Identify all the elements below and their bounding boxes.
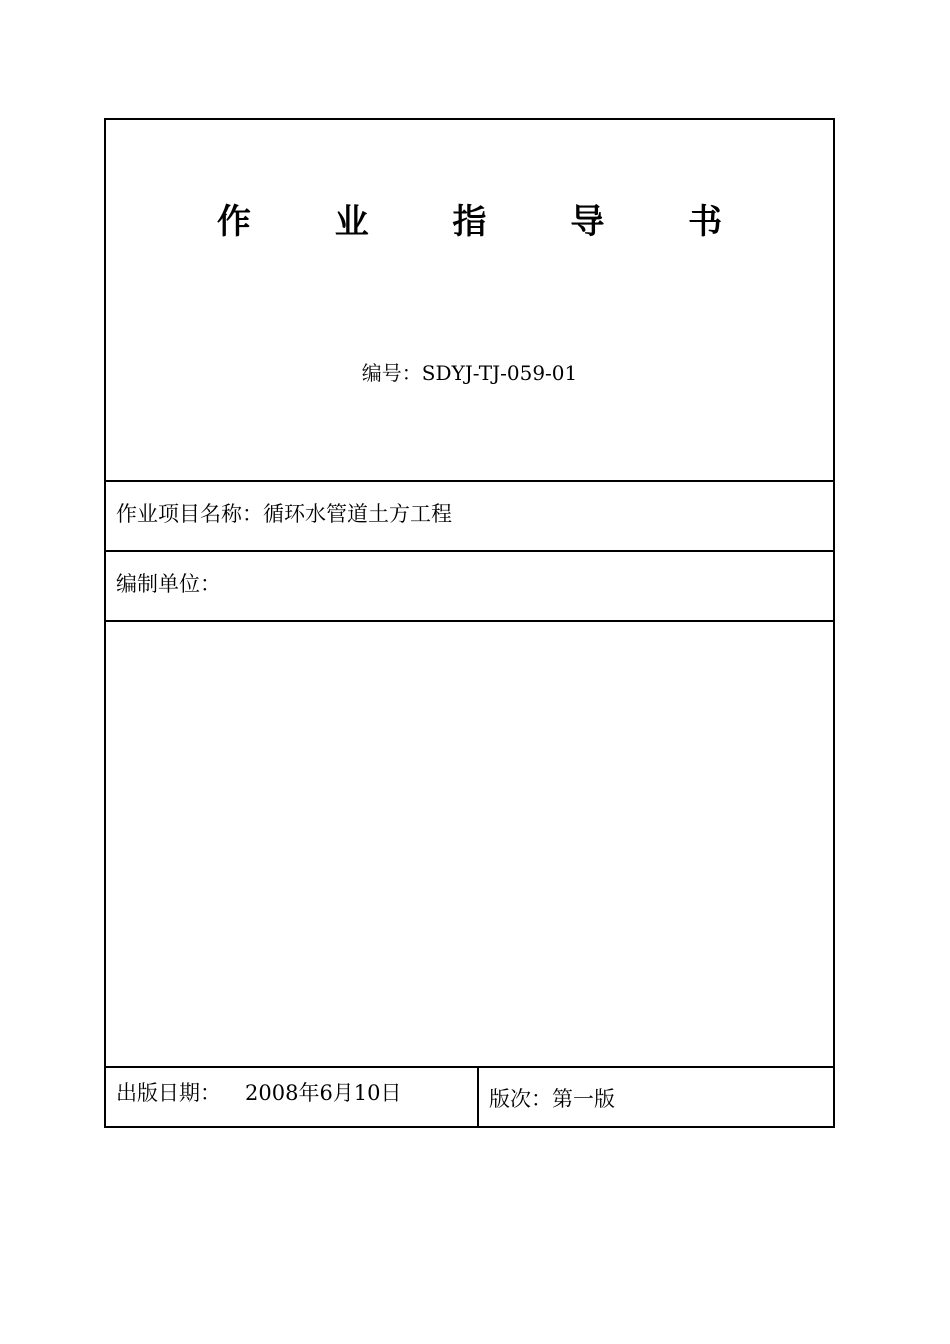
project-name-row <box>106 482 833 552</box>
blank-content-area <box>106 622 833 1068</box>
footer-row <box>106 1068 833 1126</box>
publish-date-cell <box>106 1068 479 1126</box>
project-name-label: 作业项目名称： <box>116 502 263 526</box>
document-number-value: SDYJ-TJ-059-01 <box>421 361 578 385</box>
project-name-field <box>116 499 452 529</box>
document-number-label: 编号： <box>361 361 422 385</box>
cover-page-frame <box>104 118 835 1128</box>
compiling-unit-field <box>116 569 221 599</box>
publish-date-label: 出版日期： <box>116 1081 221 1105</box>
compiling-unit-row <box>106 552 833 622</box>
edition-value: 第一版 <box>552 1087 615 1111</box>
title-section <box>106 120 833 482</box>
document-number <box>106 358 833 388</box>
document-title: 作 业 指 导 书 <box>216 202 759 242</box>
edition-field <box>489 1084 615 1114</box>
compiling-unit-label: 编制单位： <box>116 572 221 596</box>
publish-date-value: 2008年6月10日 <box>245 1081 402 1105</box>
edition-cell <box>479 1068 833 1126</box>
project-name-value: 循环水管道土方工程 <box>263 502 452 526</box>
publish-date-field <box>116 1078 402 1108</box>
edition-label: 版次： <box>489 1087 552 1111</box>
